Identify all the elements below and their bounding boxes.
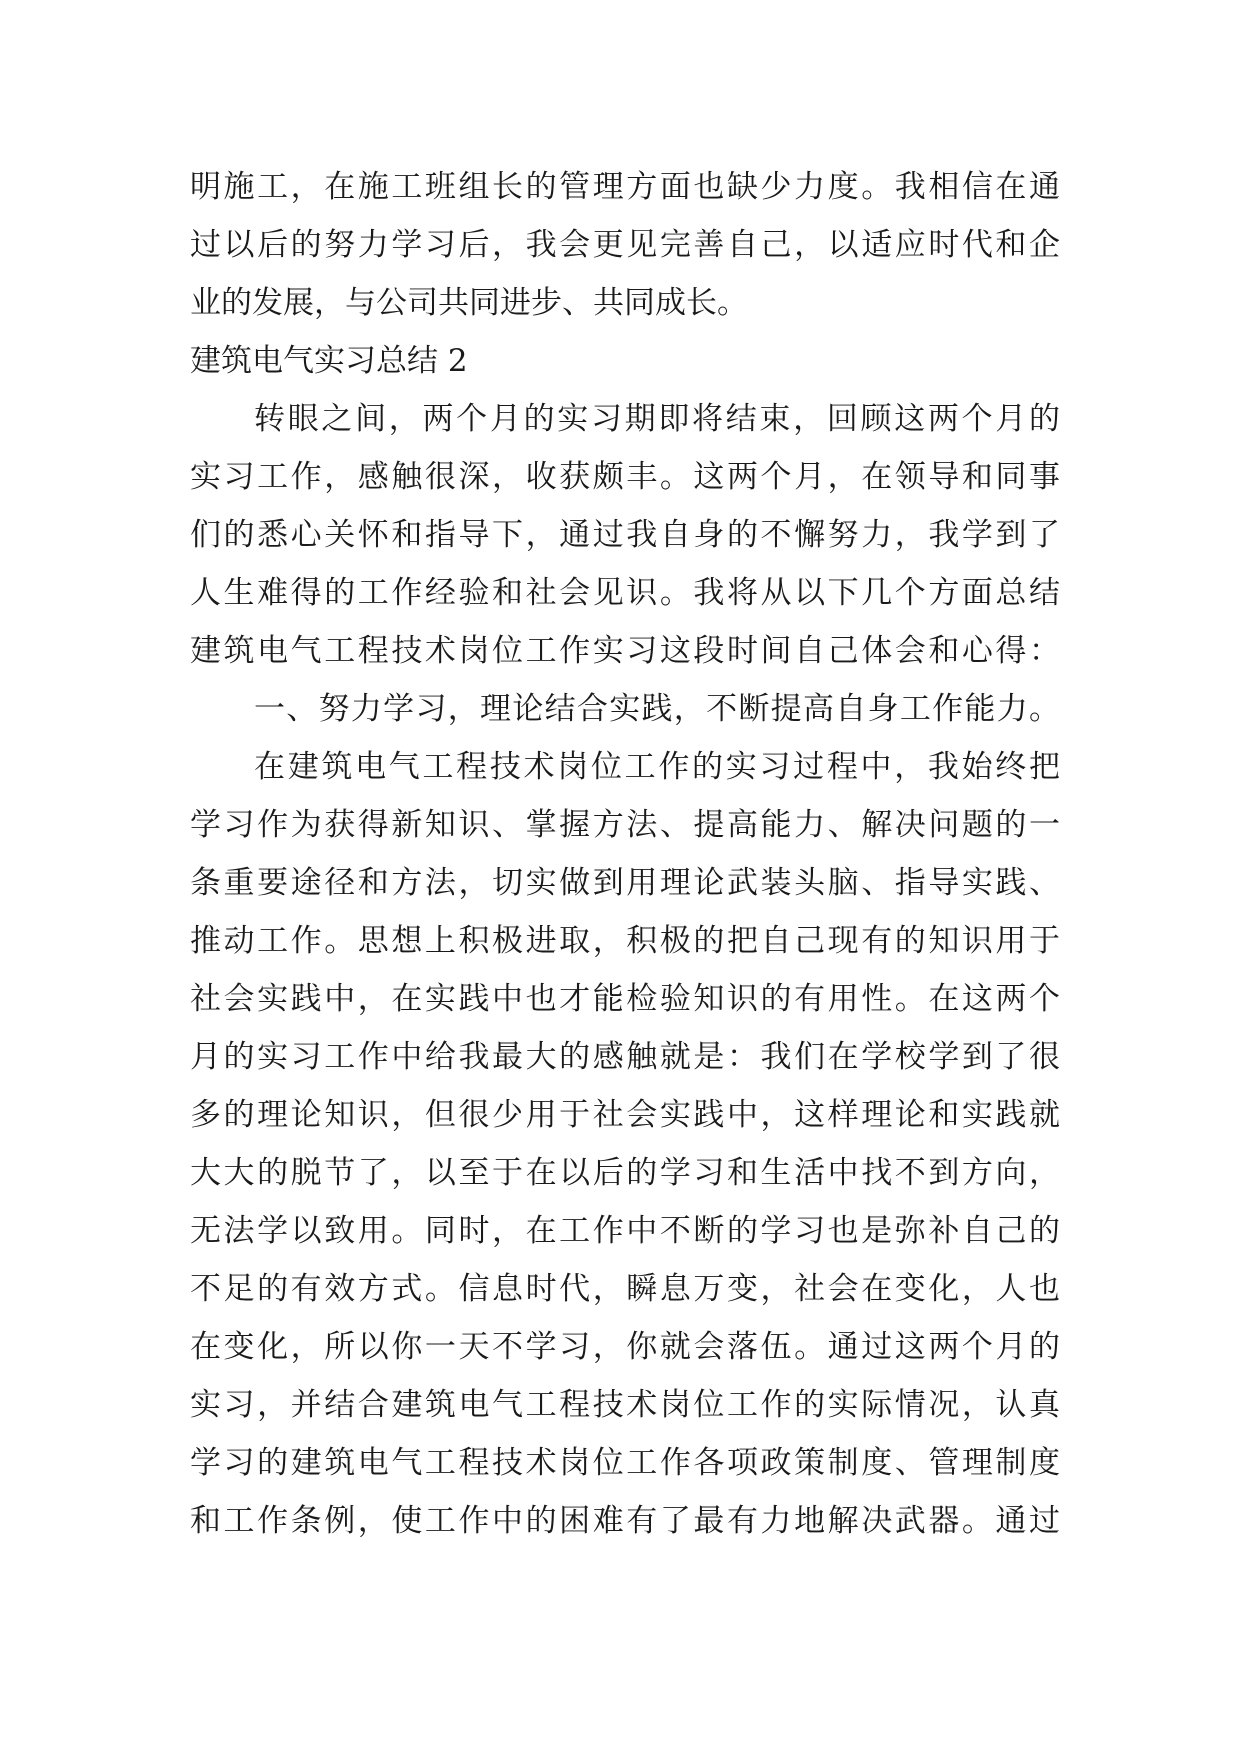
text-line: 们的悉心关怀和指导下，通过我自身的不懈努力，我学到了 [190, 517, 1060, 553]
subheading: 一、努力学习，理论结合实践，不断提高自身工作能力。 [254, 691, 1060, 727]
text-line: 在变化，所以你一天不学习，你就会落伍。通过这两个月的 [190, 1329, 1060, 1365]
text-line: 推动工作。思想上积极进取，积极的把自己现有的知识用于 [190, 923, 1060, 959]
text-line: 在建筑电气工程技术岗位工作的实习过程中，我始终把 [254, 749, 1060, 785]
document-body [190, 158, 1060, 1550]
text-line: 过以后的努力学习后，我会更见完善自己，以适应时代和企 [190, 227, 1060, 263]
text-line: 和工作条例，使工作中的困难有了最有力地解决武器。通过 [190, 1503, 1060, 1539]
text-line: 实习，并结合建筑电气工程技术岗位工作的实际情况，认真 [190, 1387, 1060, 1423]
text-line: 学习的建筑电气工程技术岗位工作各项政策制度、管理制度 [190, 1445, 1060, 1481]
section-title: 建筑电气实习总结 2 [190, 343, 468, 379]
text-line: 月的实习工作中给我最大的感触就是：我们在学校学到了很 [190, 1039, 1060, 1075]
text-line: 建筑电气工程技术岗位工作实习这段时间自己体会和心得： [190, 633, 1060, 669]
text-line: 不足的有效方式。信息时代，瞬息万变，社会在变化，人也 [190, 1271, 1060, 1307]
text-line: 转眼之间，两个月的实习期即将结束，回顾这两个月的 [254, 401, 1060, 437]
text-line: 业的发展，与公司共同进步、共同成长。 [190, 285, 748, 321]
text-line: 条重要途径和方法，切实做到用理论武装头脑、指导实践、 [190, 865, 1060, 901]
text-line: 大大的脱节了，以至于在以后的学习和生活中找不到方向， [190, 1155, 1060, 1191]
text-line: 学习作为获得新知识、掌握方法、提高能力、解决问题的一 [190, 807, 1060, 843]
text-line: 实习工作，感触很深，收获颇丰。这两个月，在领导和同事 [190, 459, 1060, 495]
text-line: 社会实践中，在实践中也才能检验知识的有用性。在这两个 [190, 981, 1060, 1017]
text-line: 人生难得的工作经验和社会见识。我将从以下几个方面总结 [190, 575, 1060, 611]
text-line: 无法学以致用。同时，在工作中不断的学习也是弥补自己的 [190, 1213, 1060, 1249]
text-line: 多的理论知识，但很少用于社会实践中，这样理论和实践就 [190, 1097, 1060, 1133]
text-line: 明施工，在施工班组长的管理方面也缺少力度。我相信在通 [190, 169, 1060, 205]
